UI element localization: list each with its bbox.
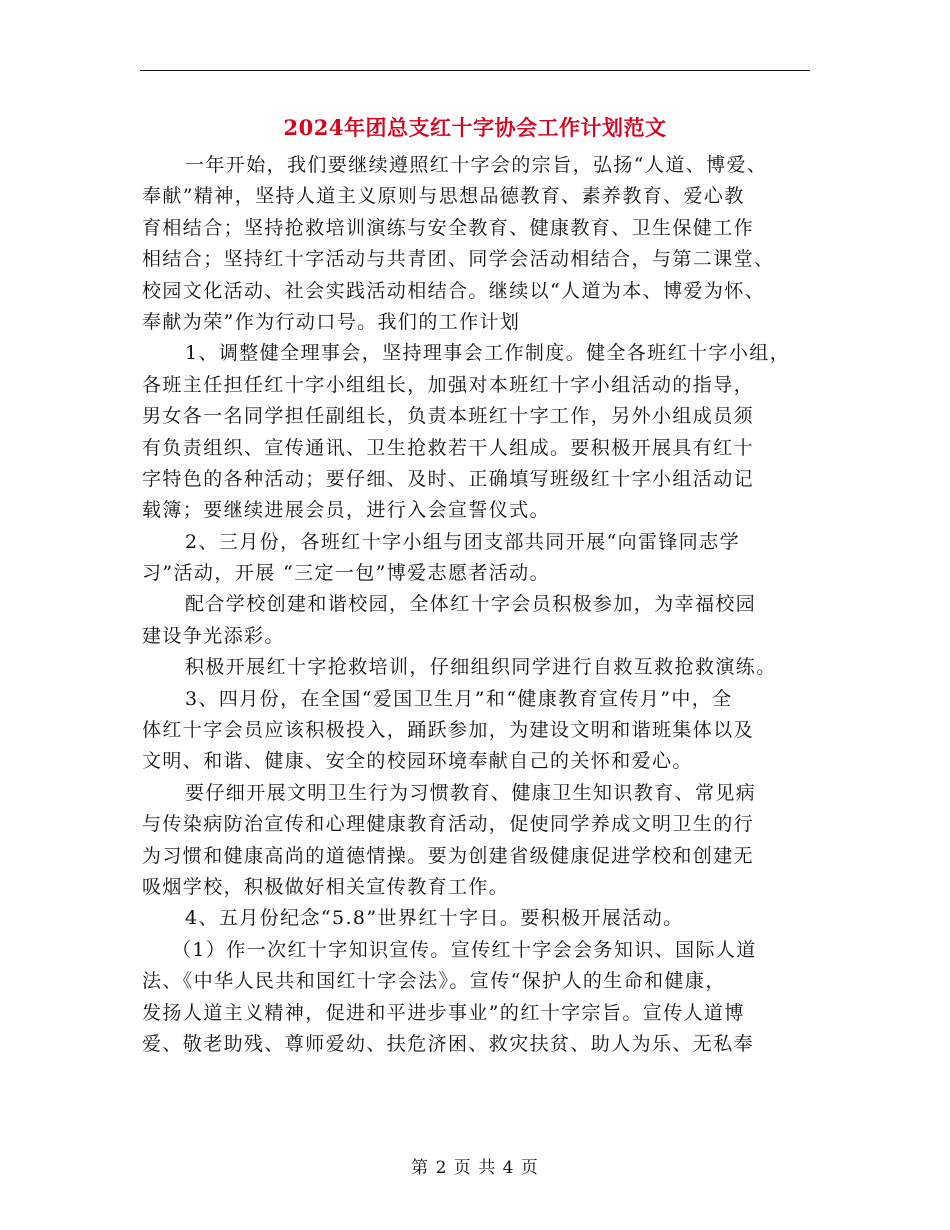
text-line: 建设争光添彩。	[142, 624, 285, 647]
text-line: 各班主任担任红十字小组组长，加强对本班红十字小组活动的指导，	[142, 373, 755, 396]
text-line: 1、调整健全理事会，坚持理事会工作制度。健全各班红十字小组，	[185, 342, 791, 365]
text-line: 一年开始，我们要继续遵照红十字会的宗旨，弘扬“人道、博爱、	[185, 154, 768, 176]
text-line: 相结合；坚持红十字活动与共青团、同学会活动相结合，与第二课堂、	[142, 248, 775, 271]
text-line: 吸烟学校，积极做好相关宣传教育工作。	[142, 875, 510, 898]
text-line: 3、四月份，在全国“爱国卫生月”和“健康教育宣传月”中，全	[185, 687, 733, 710]
text-line: 文明、和谐、健康、安全的校园环境奉献自己的关怀和爱心。	[142, 750, 693, 773]
text-line: 法、《中华人民共和国红十字会法》。宣传“保护人的生命和健康，	[142, 970, 726, 993]
text-line: 育相结合；坚持抢救培训演练与安全教育、健康教育、卫生保健工作	[142, 216, 755, 239]
text-line: 4、五月份纪念“5.8”世界红十字日。要积极开展活动。	[185, 907, 684, 930]
page-footer: 第 2 页 共 4 页	[411, 1158, 539, 1178]
text-line: 2、三月份，各班红十字小组与团支部共同开展“向雷锋同志学	[185, 530, 741, 553]
text-line: 字特色的各种活动；要仔细、及时、正确填写班级红十字小组活动记	[142, 467, 755, 490]
document-body	[142, 150, 822, 1060]
text-line: 奉献为荣”作为行动口号。我们的工作计划	[142, 310, 521, 333]
text-line: 配合学校创建和谐校园，全体红十字会员积极参加，为幸福校园	[185, 593, 757, 616]
text-line: 体红十字会员应该积极投入，踊跃参加，为建设文明和谐班集体以及	[142, 719, 755, 742]
text-line: 奉献”精神，坚持人道主义原则与思想品德教育、素养教育、爱心教	[142, 185, 745, 208]
text-line: 发扬人道主义精神，促进和平进步事业”的红十字宗旨。宣传人道博	[142, 1001, 745, 1024]
text-line: 爱、敬老助残、尊师爱幼、扶危济困、救灾扶贫、助人为乐、无私奉	[142, 1032, 755, 1055]
text-line: 校园文化活动、社会实践活动相结合。继续以“人道为本、博爱为怀、	[142, 279, 766, 302]
header-rule	[140, 70, 810, 71]
text-line: 男女各一名同学担任副组长，负责本班红十字工作，另外小组成员须	[142, 405, 755, 428]
text-line: 与传染病防治宣传和心理健康教育活动，促使同学养成文明卫生的行	[142, 813, 755, 836]
text-line: 积极开展红十字抢救培训，仔细组织同学进行自救互救抢救演练。	[185, 656, 777, 679]
document-title: 2024年团总支红十字协会工作计划范文	[283, 115, 667, 140]
text-line: 有负责组织、宣传通讯、卫生抢救若干人组成。要积极开展具有红十	[142, 436, 755, 459]
text-line: 为习惯和健康高尚的道德情操。要为创建省级健康促进学校和创建无	[142, 844, 755, 867]
text-line: 习”活动，开展 “三定一包”博爱志愿者活动。	[142, 562, 550, 585]
text-line: 载簿；要继续进展会员，进行入会宣誓仪式。	[142, 499, 551, 522]
text-line: （1）作一次红十字知识宣传。宣传红十字会会务知识、国际人道	[172, 938, 757, 961]
text-line: 要仔细开展文明卫生行为习惯教育、健康卫生知识教育、常见病	[185, 781, 757, 804]
